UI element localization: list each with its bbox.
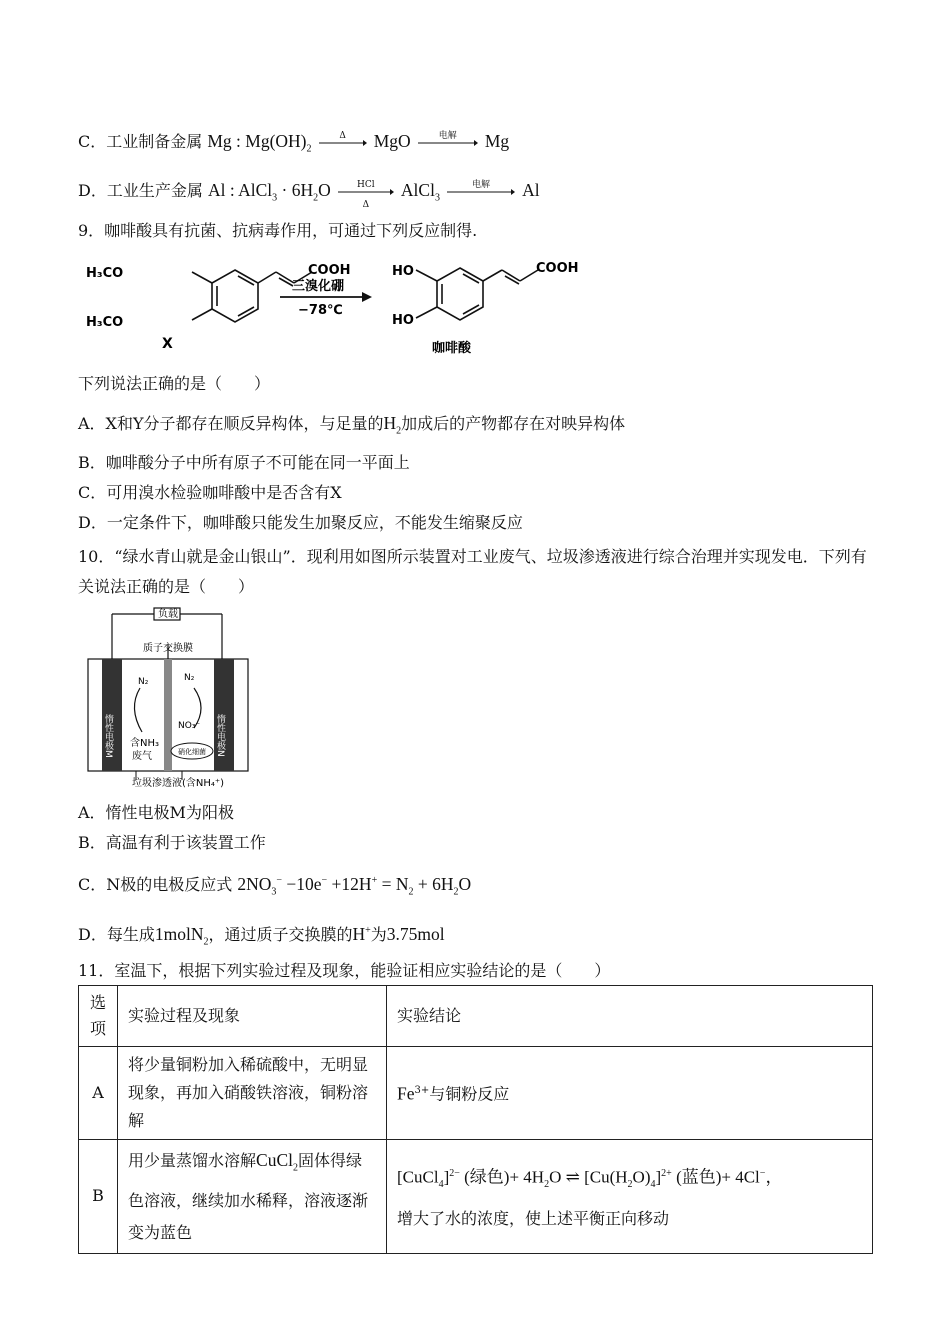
product-structure <box>416 268 538 320</box>
temperature-label: −78℃ <box>298 303 343 318</box>
q9-option-a: A．X和Y分子都存在顺反异构体，与足量的$H_2$加成后的产物都存在对映异构体 <box>78 413 626 437</box>
header-process: 实验过程及现象 <box>118 986 387 1047</box>
methoxy-group: H₃CO <box>86 266 124 281</box>
q9-option-d: D．一定条件下，咖啡酸只能发生加聚反应，不能发生缩聚反应 <box>78 513 523 532</box>
header-option: 选项 <box>79 986 118 1047</box>
n2-right-label: N₂ <box>184 673 195 683</box>
q10-option-c: C．N极的电极反应式 $2NO_3^- -10e^- +12H^+ = N_2 + 6H_2O$ <box>78 873 472 898</box>
q10-option-d: D．每生成1molN$_2$，通过质子交换膜的H+为3.75mol <box>78 923 445 948</box>
q10-stem: 10．“绿水青山就是金山银山”．现利用如图所示装置对工业废气、垃圾渗透液进行综合治理并实现发电．下列有关说法正确的是（ ） <box>78 547 867 596</box>
formula: Mg <box>484 131 510 151</box>
methoxy-group: H₃CO <box>86 315 124 330</box>
reaction-arrow: HCl Δ <box>338 188 394 196</box>
row-option: B <box>79 1140 118 1254</box>
row-conclusion: $Fe^{3+}$与铜粉反应 <box>387 1047 873 1140</box>
right-electrode-label: 惰性电极N <box>215 714 225 757</box>
hydroxyl-group: HO <box>392 264 414 279</box>
bacteria-label: 硝化细菌 <box>178 748 206 756</box>
q8-option-d <box>78 179 540 210</box>
reactant-label: X <box>162 336 173 352</box>
q9-option-b: B．咖啡酸分子中所有原子不可能在同一平面上 <box>78 453 410 472</box>
table-row <box>79 1047 873 1140</box>
formula: Al : AlCl$_3$ · $6H_2O$ <box>207 180 331 204</box>
hydroxyl-group: HO <box>392 313 414 328</box>
row-option: A <box>79 1047 118 1140</box>
experiment-table <box>78 985 873 1254</box>
table-header-row <box>79 986 873 1047</box>
formula: MgO <box>373 131 411 151</box>
membrane-label: 质子交换膜 <box>143 643 193 654</box>
reactant-structure <box>192 270 312 322</box>
carboxyl-group: COOH <box>536 261 579 276</box>
q9-option-c: C．可用溴水检验咖啡酸中是否含有X <box>78 483 342 502</box>
leachate-label: 垃圾渗透液(含NH₄⁺) <box>131 778 225 789</box>
nh3-gas-label: 含NH₃ <box>130 738 160 749</box>
load-label: 负载 <box>158 609 178 620</box>
q10-option-a: A．惰性电极M为阳极 <box>78 803 234 822</box>
q11-stem: 11．室温下，根据下列实验过程及现象，能验证相应实验结论的是（ ） <box>78 961 611 980</box>
header-conclusion: 实验结论 <box>387 986 873 1047</box>
q9-reaction-scheme <box>80 252 620 362</box>
n2-left-label: N₂ <box>138 677 149 687</box>
reaction-arrow: 电解 <box>418 139 478 147</box>
q9-stem: 9．咖啡酸具有抗菌、抗病毒作用，可通过下列反应制得. <box>78 221 478 240</box>
left-electrode-label: 惰性电极M <box>103 714 113 758</box>
conclusion-text: 增大了水的浓度，使上述平衡正向移动 <box>397 1208 670 1228</box>
formula: Mg : $Mg(OH)_2$ <box>207 131 312 155</box>
waste-gas-label: 废气 <box>132 751 152 762</box>
option-label: D．工业生产金属 <box>78 181 203 200</box>
table-row <box>79 1140 873 1254</box>
electrode-equation: $2NO_3^- -10e^- +12H^+ = N_2 + 6H_2O$ <box>237 873 472 898</box>
reaction-arrow: Δ <box>319 139 367 147</box>
q8-option-c <box>78 130 509 161</box>
q10-option-b: B．高温有利于该装置工作 <box>78 833 266 852</box>
product-label: 咖啡酸 <box>432 341 472 356</box>
formula: AlCl$_3$ <box>400 180 440 204</box>
row-process: 将少量铜粉加入稀硫酸中，无明显现象，再加入硝酸铁溶液，铜粉溶解 <box>118 1047 387 1140</box>
reagent-label: 三溴化硼 <box>292 279 345 294</box>
equilibrium-equation: [CuCl$_4$]$^{2-}$ (绿色)+ $4H_2O$ ⇌ $[Cu(H_2O)_4]^{2+}$ (蓝色)+ 4Cl−， <box>397 1167 783 1190</box>
q10-fuel-cell-diagram <box>82 604 267 790</box>
row-process: 用少量蒸馏水溶解CuCl$_2$固体得绿色溶液，继续加水稀释，溶液逐渐变为蓝色 <box>118 1140 387 1254</box>
carboxyl-group: COOH <box>308 263 351 278</box>
formula: Al <box>522 180 540 200</box>
option-label: C．工业制备金属 <box>78 132 203 151</box>
q9-ask: 下列说法正确的是（ ） <box>78 374 271 393</box>
nitrate-label: NO₃⁻ <box>178 721 201 731</box>
reaction-arrow: 电解 <box>447 188 515 196</box>
row-conclusion <box>387 1140 873 1254</box>
